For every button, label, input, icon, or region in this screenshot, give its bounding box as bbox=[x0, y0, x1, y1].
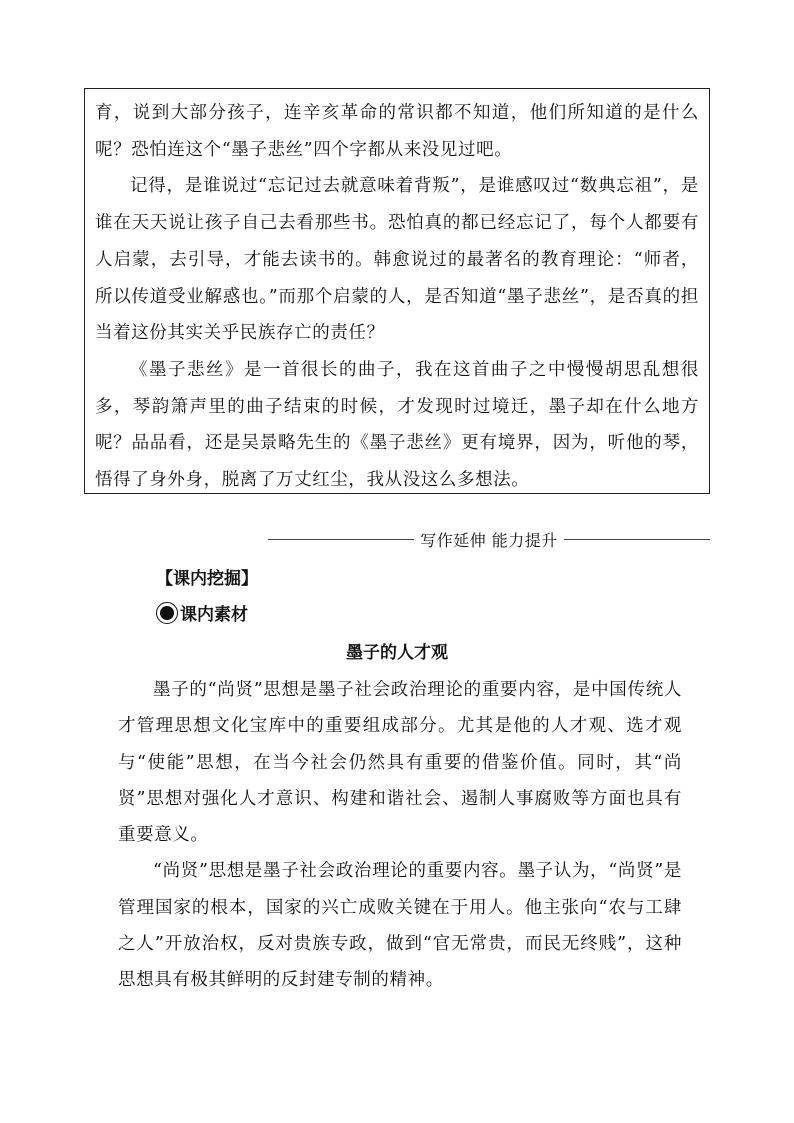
excerpt-paragraph: 育，说到大部分孩子，连辛亥革命的常识都不知道，他们所知道的是什么呢？恐怕连这个“墨子悲丝”四个字都从来没见过吧。 bbox=[95, 103, 699, 160]
excerpt-paragraph: 记得，是谁说过“忘记过去就意味着背叛”，是谁感叹过“数典忘祖”，是谁在天天说让孩子自己去看那些书。恐怕真的都已经忘记了，每个人都要有人启蒙，去引导，才能去读书的。韩愈说过的最著名的教育理论：“师者，所以传道受业解惑也。”而那个启蒙的人，是否知道“墨子悲丝”，是否真的担当着这份其实关乎民族存亡的责任？ bbox=[95, 176, 699, 344]
excerpt-box bbox=[84, 88, 710, 494]
divider-line-left bbox=[268, 539, 414, 540]
divider-label: 写作延伸 能力提升 bbox=[420, 530, 558, 550]
article-title: 墨子的人才观 bbox=[346, 643, 448, 663]
article-paragraph: 墨子的“尚贤”思想是墨子社会政治理论的重要内容，是中国传统人才管理思想文化宝库中的重要组成部分。尤其是他的人才观、选才观与“使能”思想，在当今社会仍然具有重要的借鉴价值。同时，其“尚贤”思想对强化人才意识、构建和谐社会、遏制人事腐败等方面也具有重要意义。 bbox=[118, 680, 682, 846]
section-title: 【课内挖掘】 bbox=[156, 569, 258, 589]
subsection-heading bbox=[156, 600, 248, 625]
article-paragraph: “尚贤”思想是墨子社会政治理论的重要内容。墨子认为，“尚贤”是管理国家的根本，国家的兴亡成败关键在于用人。他主张向“农与工肆之人”开放治权，反对贵族专政，做到“官无常贵，而民无终贱”，这种思想具有极其鲜明的反封建专制的精神。 bbox=[118, 861, 682, 991]
bullet-icon bbox=[156, 602, 178, 624]
section-divider bbox=[88, 528, 710, 550]
divider-line-right bbox=[564, 539, 710, 540]
subsection-title: 课内素材 bbox=[180, 605, 248, 625]
excerpt-paragraph: 《墨子悲丝》是一首很长的曲子，我在这首曲子之中慢慢胡思乱想很多，琴韵箫声里的曲子结束的时候，才发现时过境迁，墨子却在什么地方呢？品品看，还是吴景略先生的《墨子悲丝》更有境界，因为，听他的琴，悟得了身外身，脱离了万丈红尘，我从没这么多想法。 bbox=[95, 359, 699, 491]
article-body bbox=[118, 672, 682, 999]
